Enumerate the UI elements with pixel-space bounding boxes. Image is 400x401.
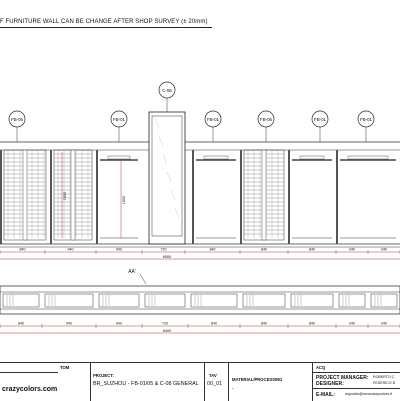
elevation-dim-2: 940 <box>116 247 122 252</box>
elevation-dim-8: 940 <box>381 247 387 252</box>
tag-label-0: FB-05 <box>11 117 23 122</box>
project-value: BR_SUZHOU - FB-01/05 & C-08 GENERAL <box>93 381 199 387</box>
rail-bracket <box>204 156 228 159</box>
upright-1 <box>50 150 52 244</box>
tom-label: TOM <box>60 365 70 370</box>
height-label-1: 1650 <box>63 191 67 201</box>
material-cell <box>228 363 313 401</box>
section-dim-2: 940 <box>116 321 122 326</box>
survey-note: F FURNITURE WALL CAN BE CHANGE AFTER SHOP SURVEY (± 20mm) <box>0 19 208 25</box>
section-label: AA' <box>128 269 136 275</box>
elevation-dim-4: 840 <box>209 247 216 252</box>
project-label: PROJECT: <box>93 373 114 378</box>
tag-label-1: FB-01 <box>113 117 125 122</box>
email-value: esposito@newcrazycolors.it <box>345 392 393 396</box>
material-value: - <box>232 386 234 392</box>
brand-logo-text: crazycolors.com <box>2 386 58 393</box>
tav-cell <box>204 363 229 401</box>
info-cell <box>312 363 400 401</box>
designer-value: FEDERICO B <box>373 381 395 385</box>
upright-5 <box>240 150 242 244</box>
rail-bracket <box>348 156 388 159</box>
section-box-3 <box>145 294 185 307</box>
upright-0 <box>0 150 2 244</box>
section-dim-8: 940 <box>381 321 387 326</box>
tag-label-2: FB-01 <box>207 117 219 122</box>
pm-value: ROBERTO C <box>373 375 395 379</box>
tag-label-5: FB-01 <box>360 117 372 122</box>
upright-6 <box>288 150 290 244</box>
elevation-dim-1: 940 <box>67 247 74 252</box>
tav-value: 00_01 <box>207 381 222 387</box>
acq-label: ACQ <box>316 365 326 370</box>
section-dim-5: 840 <box>261 321 267 326</box>
pm-label: PROJECT MANAGER: <box>316 375 369 381</box>
section-total-dim: 6400 <box>162 329 172 333</box>
section-dim-4: 840 <box>211 321 217 326</box>
elevation-dim-7: 940 <box>349 247 355 252</box>
panel-divider <box>23 150 27 240</box>
tav-label: TAV <box>209 373 217 378</box>
brand-divider <box>0 372 58 373</box>
elevation-total-dim: 6500 <box>162 255 172 259</box>
section-box-5 <box>243 294 285 307</box>
elevation-dim-6: 840 <box>309 247 315 252</box>
material-label: MATERIAL/PROCESSING <box>232 377 283 382</box>
panel-divider <box>71 150 75 240</box>
section-dim-0: 840 <box>18 321 24 326</box>
upright-2 <box>96 150 98 244</box>
section-box-1 <box>45 294 93 307</box>
section-box-2 <box>99 294 139 307</box>
tag-label-3: FB-05 <box>260 117 272 122</box>
section-dim-6: 840 <box>309 321 315 326</box>
panel-divider <box>262 150 266 240</box>
upright-4 <box>192 150 194 244</box>
section-leader <box>140 274 146 284</box>
elevation-dim-3: 720 <box>160 247 167 252</box>
height-label-2: 1500 <box>122 195 126 205</box>
center-tag-label: C-08 <box>162 88 172 93</box>
section-dim-1: 940 <box>66 321 72 326</box>
section-box-0 <box>3 294 39 307</box>
designer-label: DESIGNER: <box>316 381 344 387</box>
elevation-dim-0: 840 <box>19 247 26 252</box>
section-box-6 <box>291 294 333 307</box>
tag-label-4: FB-01 <box>314 117 326 122</box>
section-dim-3: 720 <box>162 321 168 326</box>
project-cell <box>90 363 199 401</box>
elevation-dim-5: 840 <box>261 247 267 252</box>
mirror-cabinet <box>149 112 185 244</box>
section-dim-7: 940 <box>349 321 355 326</box>
email-label: E-MAIL: <box>316 392 335 398</box>
title-block <box>0 362 400 401</box>
rail-bracket <box>108 156 130 159</box>
upright-7 <box>336 150 338 244</box>
rail-bracket <box>300 156 324 159</box>
